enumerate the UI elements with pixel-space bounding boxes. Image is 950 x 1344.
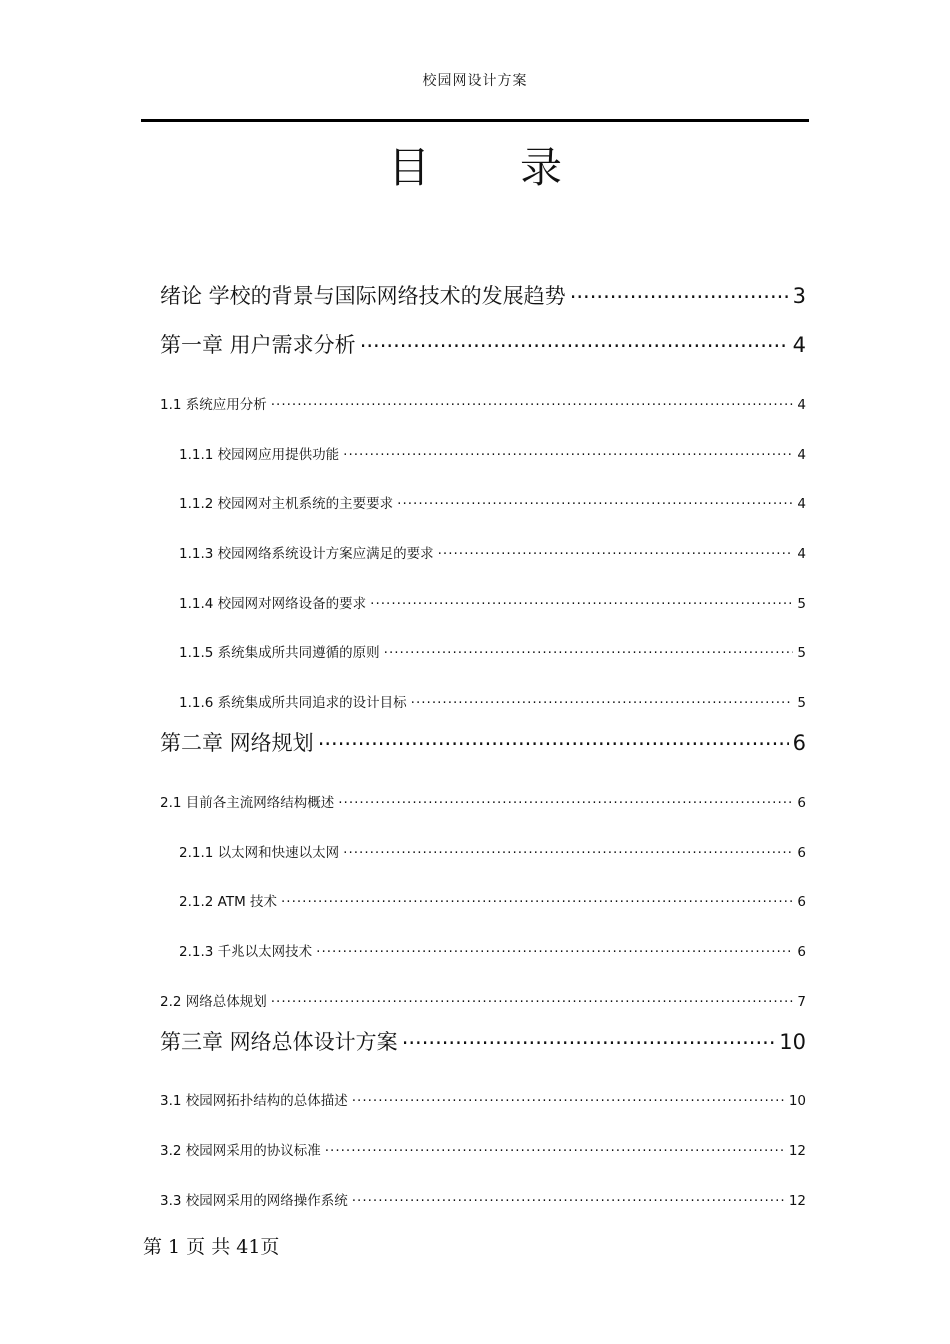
toc-entry[interactable] [179,841,806,861]
toc-entry-page: 4 [792,333,806,357]
toc-entry-page: 4 [797,397,806,413]
toc-entry[interactable] [179,940,806,960]
toc-entry-label: 2.2 网络总体规划 [160,994,267,1010]
toc-entry-page: 5 [797,645,806,661]
toc-entry-label: 第三章 网络总体设计方案 [160,1030,398,1054]
toc-entry-page: 4 [797,496,806,512]
toc-entry-label: 绪论 学校的背景与国际网络技术的发展趋势 [160,284,566,308]
toc-entry-page: 4 [797,546,806,562]
toc-entry-label: 3.3 校园网采用的网络操作系统 [160,1193,348,1209]
toc-leader [271,396,794,410]
toc-entry[interactable] [160,329,806,359]
toc-entry-label: 2.1.3 千兆以太网技术 [179,944,313,960]
toc-entry-label: 1.1.2 校园网对主机系统的主要要求 [179,496,394,512]
toc-leader [370,595,793,609]
toc-leader [397,495,793,509]
toc-entry[interactable] [160,990,806,1010]
toc-entry-page: 12 [788,1193,806,1209]
toc-entry-page: 6 [797,845,806,861]
toc-entry[interactable] [160,1139,806,1159]
toc-leader [411,694,794,708]
toc-entry-label: 3.2 校园网采用的协议标准 [160,1143,321,1159]
toc-leader [325,1142,785,1156]
toc-entry-page: 5 [797,596,806,612]
toc-leader [343,446,793,460]
toc-entry-page: 6 [797,894,806,910]
toc-entry[interactable] [160,791,806,811]
toc-leader [318,729,789,750]
toc-entry-page: 6 [797,944,806,960]
toc-entry[interactable] [160,1189,806,1209]
toc-leader [271,993,794,1007]
toc-leader [338,794,793,808]
toc-leader [352,1092,785,1106]
toc-entry-label: 1.1.5 系统集成所共同遵循的原则 [179,645,380,661]
toc-entry[interactable] [179,890,806,910]
header-rule [141,119,809,122]
toc-entry[interactable] [179,542,806,562]
toc-entry-page: 10 [788,1093,806,1109]
toc-entry[interactable] [160,1026,806,1056]
toc-leader [570,282,789,303]
toc-entry[interactable] [179,443,806,463]
toc-entry-label: 第二章 网络规划 [160,731,314,755]
toc-entry-page: 6 [797,795,806,811]
toc-entry-label: 1.1.6 系统集成所共同追求的设计目标 [179,695,407,711]
toc-entry-page: 10 [779,1030,806,1054]
toc-title-char-2: 录 [520,143,563,192]
toc-leader [281,893,793,907]
toc-leader [352,1192,785,1206]
toc-entry[interactable] [160,727,806,757]
toc-title-char-1: 目 [387,143,430,192]
toc-entry-page: 7 [797,994,806,1010]
toc-entry-label: 2.1 目前各主流网络结构概述 [160,795,335,811]
toc-entry-label: 2.1.2 ATM 技术 [179,894,278,910]
toc-entry-label: 第一章 用户需求分析 [160,333,356,357]
toc-entry-label: 1.1.3 校园网络系统设计方案应满足的要求 [179,546,434,562]
toc-leader [316,943,793,957]
toc-entry-label: 1.1.4 校园网对网络设备的要求 [179,596,367,612]
toc-entry[interactable] [179,592,806,612]
toc-entry[interactable] [160,280,806,310]
running-header: 校园网设计方案 [422,73,528,89]
toc-entry-label: 2.1.1 以太网和快速以太网 [179,845,340,861]
toc-entry[interactable] [179,641,806,661]
toc-title [0,135,950,195]
toc-leader [402,1028,776,1049]
toc-leader [343,844,793,858]
toc-entry-page: 4 [797,447,806,463]
toc-leader [360,331,789,352]
toc-entry[interactable] [179,691,806,711]
toc-entry-page: 5 [797,695,806,711]
page-footer: 第 1 页 共 41页 [143,1236,280,1258]
toc-leader [384,644,794,658]
toc-entry-label: 1.1.1 校园网应用提供功能 [179,447,340,463]
toc-entry[interactable] [179,492,806,512]
toc-entry-page: 6 [792,731,806,755]
toc-leader [438,545,794,559]
toc-entry[interactable] [160,1089,806,1109]
toc-entry[interactable] [160,393,806,413]
toc-entry-page: 12 [788,1143,806,1159]
toc-entry-page: 3 [792,284,806,308]
toc-entry-label: 3.1 校园网拓扑结构的总体描述 [160,1093,348,1109]
toc-entry-label: 1.1 系统应用分析 [160,397,267,413]
